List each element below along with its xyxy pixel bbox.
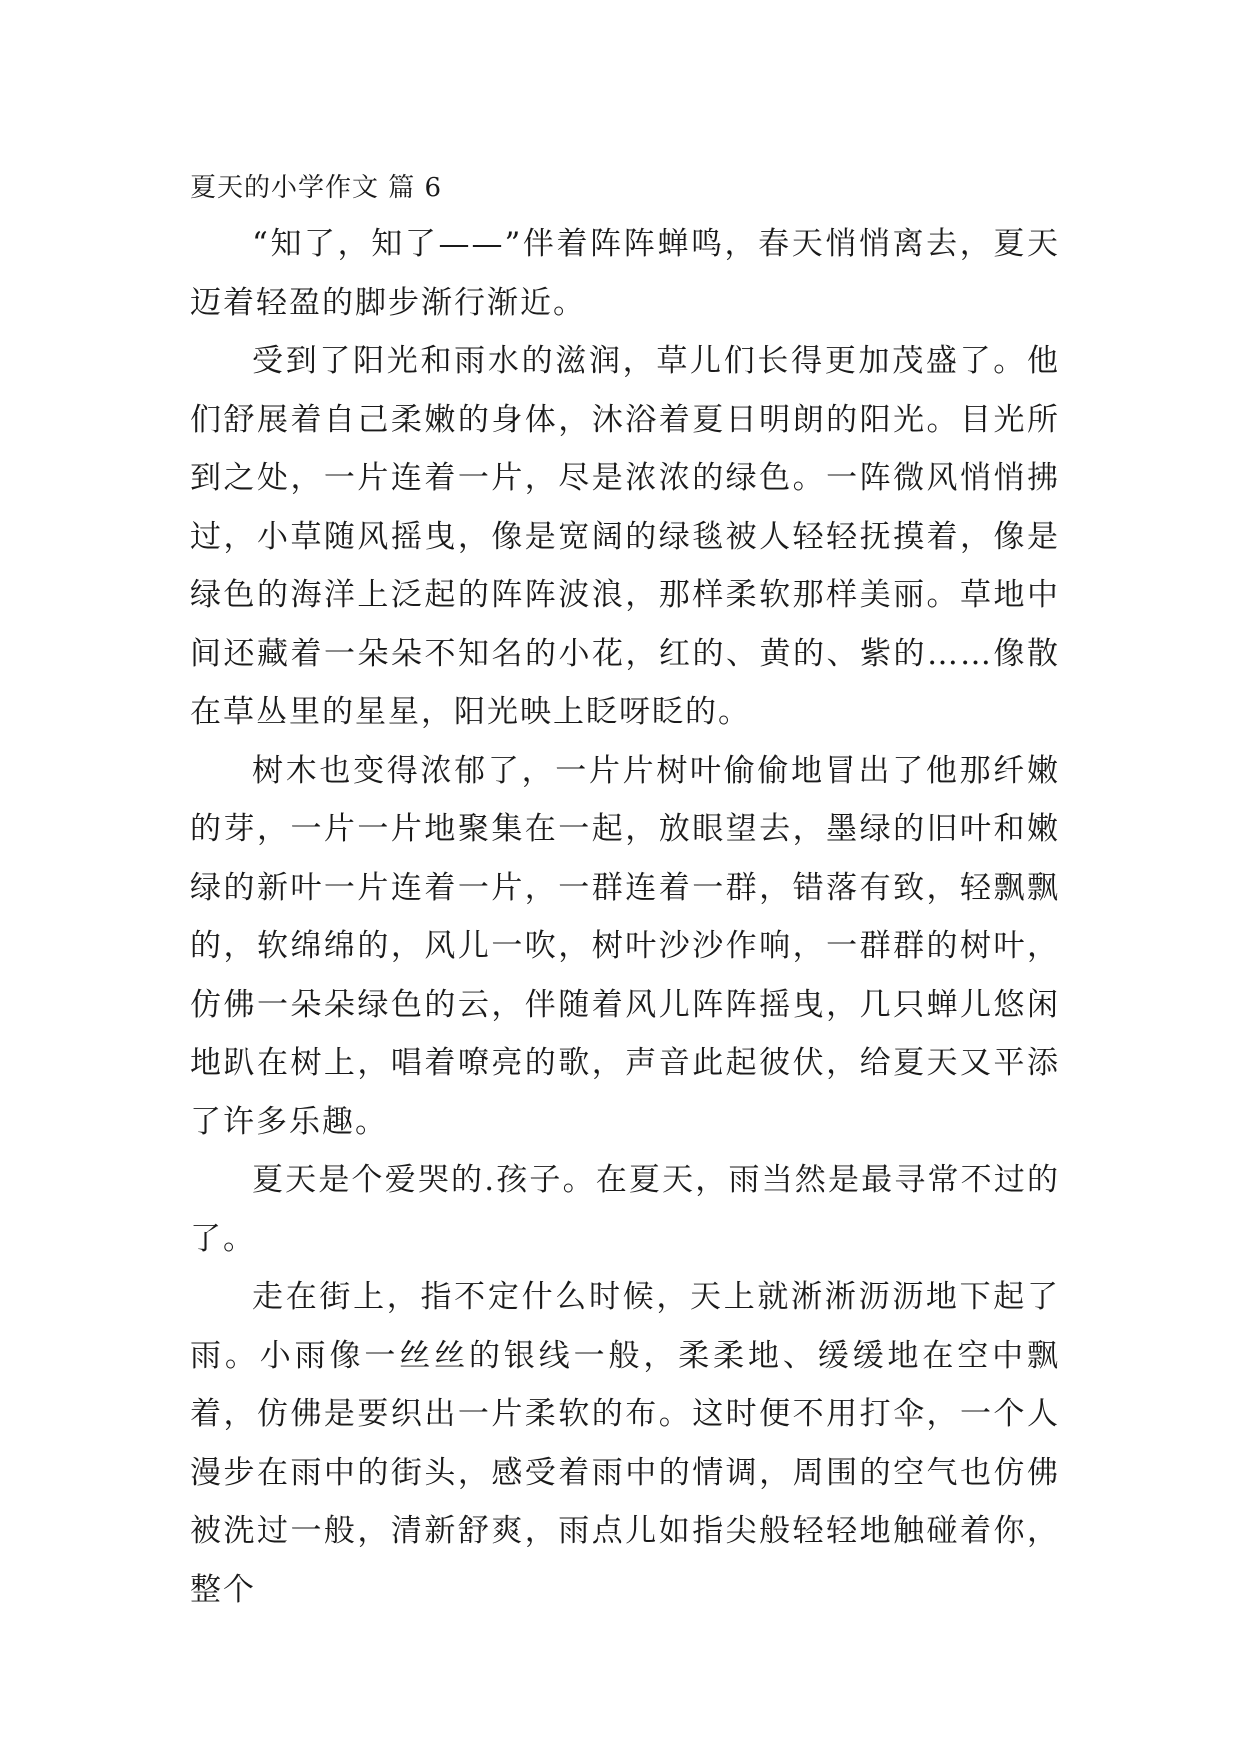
paragraph-1: “知了，知了——”伴着阵阵蝉鸣，春天悄悄离去，夏天迈着轻盈的脚步渐行渐近。: [190, 226, 1060, 321]
paragraph-4: 夏天是个爱哭的.孩子。在夏天，雨当然是最寻常不过的了。: [190, 1162, 1060, 1257]
paragraph-5: 走在街上，指不定什么时候，天上就淅淅沥沥地下起了雨。小雨像一丝丝的银线一般，柔柔地、缓缓地在空中飘着，仿佛是要织出一片柔软的布。这时便不用打伞，一个人漫步在雨中的街头，感受着雨中的情调，周围的空气也仿佛被洗过一般，清新舒爽，雨点儿如指尖般轻轻地触碰着你，整个: [190, 1279, 1060, 1608]
paragraph-3: 树木也变得浓郁了，一片片树叶偷偷地冒出了他那纤嫩的芽，一片一片地聚集在一起，放眼望去，墨绿的旧叶和嫩绿的新叶一片连着一片，一群连着一群，错落有致，轻飘飘的，软绵绵的，风儿一吹，树叶沙沙作响，一群群的树叶，仿佛一朵朵绿色的云，伴随着风儿阵阵摇曳，几只蝉儿悠闲地趴在树上，唱着嘹亮的歌，声音此起彼伏，给夏天又平添了许多乐趣。: [190, 752, 1060, 1140]
document-title: 夏天的小学作文 篇 6: [190, 173, 443, 203]
paragraph-2: 受到了阳光和雨水的滋润，草儿们长得更加茂盛了。他们舒展着自己柔嫩的身体，沐浴着夏日明朗的阳光。目光所到之处，一片连着一片，尽是浓浓的绿色。一阵微风悄悄拂过，小草随风摇曳，像是宽阔的绿毯被人轻轻抚摸着，像是绿色的海洋上泛起的阵阵波浪，那样柔软那样美丽。草地中间还藏着一朵朵不知名的小花，红的、黄的、紫的……像散在草丛里的星星，阳光映上眨呀眨的。: [190, 343, 1060, 730]
document-page: [190, 165, 1060, 1619]
